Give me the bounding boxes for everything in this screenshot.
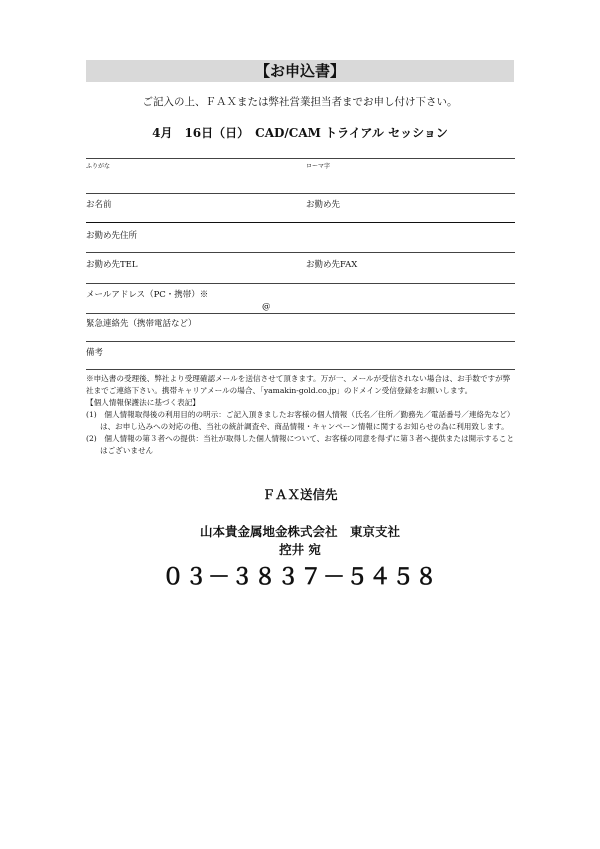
privacy-title: 【個人情報保護法に基づく表記】	[86, 398, 200, 407]
privacy-item-1: (1) 個人情報取得後の利用目的の明示：ご記入頂きましたお客様の個人情報（氏名／住所／勤務先／電話番号／連絡先など）は、お申し込みへの対応の他、当社の統計調査や、商品情報・キャンペーン情報に関するお知らせの為に利用致します。	[86, 410, 515, 431]
form-instruction: ご記入の上、ＦＡＸまたは弊社営業担当者までお申し付け下さい。	[142, 96, 458, 108]
remarks-line	[86, 369, 515, 370]
furigana-line	[86, 193, 515, 194]
form-title: 【お申込書】	[86, 60, 514, 82]
notes-section	[86, 373, 516, 457]
email-at-sign: @	[262, 302, 271, 312]
remarks-label: 備考	[86, 348, 104, 358]
fax-heading: ＦＡＸ送信先	[262, 487, 338, 502]
session-title: 4月 16日（日） CAD/CAM トライアル セッション	[152, 126, 448, 140]
privacy-item-2: (2) 個人情報の第３者への提供：当社が取得した個人情報について、お客様の同意を得ずに第３者へ提供または開示することはございません	[86, 434, 515, 455]
email-label: メールアドレス（PC・携帯）※	[86, 290, 209, 300]
tel-line	[86, 283, 515, 284]
name-line	[86, 222, 515, 223]
furigana-label: ふりがな	[86, 163, 111, 170]
workplace-tel-label: お勤め先TEL	[86, 260, 138, 270]
workplace-label: お勤め先	[306, 200, 341, 210]
attention-line: 控井 宛	[279, 542, 321, 557]
romaji-label: ローマ字	[306, 163, 331, 170]
workplace-fax-label: お勤め先FAX	[306, 260, 358, 270]
address-line	[86, 252, 515, 253]
emergency-contact-label: 緊急連絡先（携帯電話など）	[86, 319, 197, 329]
company-name: 山本貴金属地金株式会社 東京支社	[199, 524, 400, 539]
email-line	[86, 313, 515, 314]
receipt-note: ※申込書の受理後、弊社より受理確認メールを送信させて頂きます。万が一、メールが受信されない場合は、お手数ですが弊社までご連絡下さい。携帯キャリアメールの場合、「yamakin-gold.co.jp」のドメイン受信登録をお願いします。	[86, 374, 511, 395]
fax-number: ０３－３８３７－５４５８	[161, 565, 438, 590]
name-label: お名前	[86, 200, 112, 210]
emergency-line	[86, 341, 515, 342]
workplace-address-label: お勤め先住所	[86, 231, 138, 241]
divider-line	[86, 158, 515, 159]
